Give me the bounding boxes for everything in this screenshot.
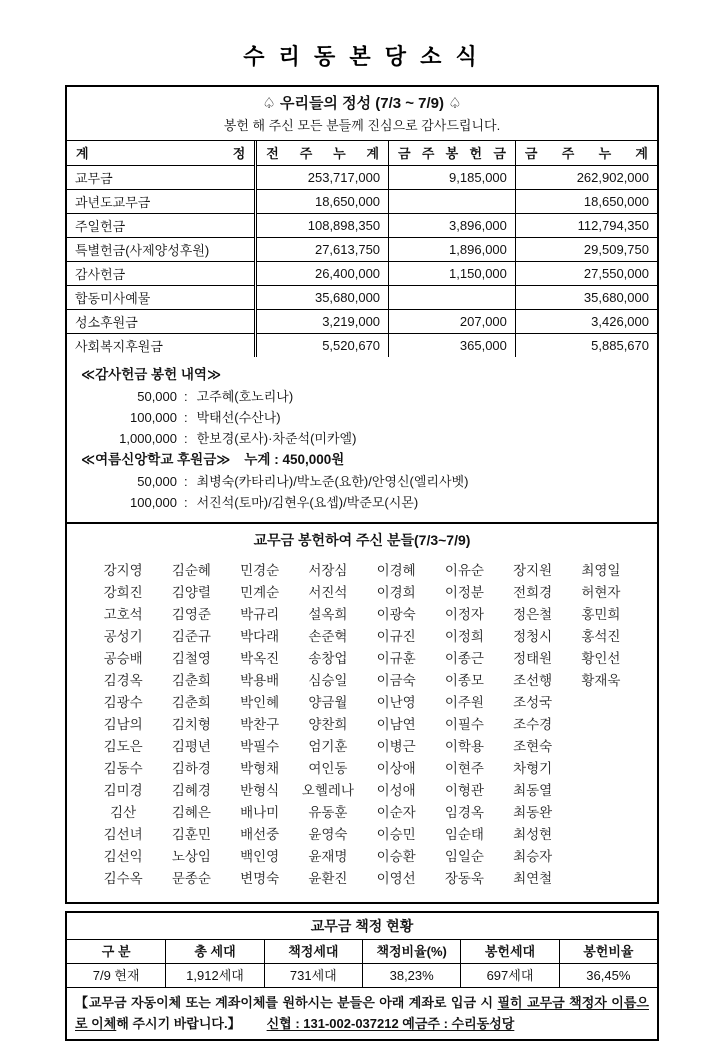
- this-week-total: 262,902,000: [515, 165, 657, 189]
- assessment-title: 교무금 책정 현황: [67, 913, 657, 940]
- donor-name: 김남의: [103, 717, 143, 732]
- donor-name: 공승배: [103, 651, 143, 666]
- donor-name: 김동수: [103, 761, 143, 776]
- donor-name: 임경옥: [444, 805, 484, 820]
- donor-name: 정태원: [513, 651, 553, 666]
- donor-names-grid: [67, 554, 657, 902]
- donor-name: 이종모: [444, 673, 484, 688]
- assessment-box: [65, 911, 659, 1041]
- donor-name: 심승일: [308, 673, 348, 688]
- detail-amount: 100,000: [130, 410, 177, 425]
- donor-name: 박인혜: [240, 695, 280, 710]
- donor-name: 김훈민: [171, 827, 211, 842]
- assessment-value: 36,45%: [559, 964, 657, 988]
- donor-name: 노상임: [171, 849, 211, 864]
- detail-colon: :: [184, 495, 188, 510]
- donor-name: 여인동: [308, 761, 348, 776]
- this-week-offering: 1,150,000: [389, 261, 516, 285]
- donor-name: 이상애: [376, 761, 416, 776]
- empty-grid-cell: [567, 714, 635, 736]
- donor-name: 홍석진: [581, 629, 621, 644]
- donor-name: 오헬레나: [301, 783, 354, 798]
- detail-amount: 50,000: [137, 389, 177, 404]
- donor-name: 양금월: [308, 695, 348, 710]
- donor-name: 이광숙: [376, 607, 416, 622]
- donor-name: 임일순: [444, 849, 484, 864]
- donor-name: 최동완: [513, 805, 553, 820]
- donor-name: 조선행: [513, 673, 553, 688]
- donor-name: 정은철: [513, 607, 553, 622]
- thanks-detail-title: ≪감사헌금 봉헌 내역≫: [81, 367, 222, 382]
- donor-name: 허현자: [581, 585, 621, 600]
- donor-name: 김미경: [103, 783, 143, 798]
- donor-name: 이금숙: [376, 673, 416, 688]
- page-title: 수 리 동 본 당 소 식: [243, 44, 481, 69]
- donor-name: 송창업: [308, 651, 348, 666]
- assessment-value-row: [67, 964, 657, 988]
- donor-name: 차형기: [513, 761, 553, 776]
- bulletin-page: [65, 40, 659, 1041]
- offering-table: [67, 141, 657, 357]
- donor-name: 이정분: [444, 585, 484, 600]
- donor-name: 김경옥: [103, 673, 143, 688]
- donor-name: 공성기: [103, 629, 143, 644]
- donor-name: 조현숙: [513, 739, 553, 754]
- offering-table-row: [67, 189, 657, 213]
- prev-week-total: 35,680,000: [256, 285, 389, 309]
- column-header-account: 계 정: [67, 141, 256, 165]
- detail-donor-names: 최병숙(카타리나)/박노준(요한)/안영신(엘리사벳): [196, 474, 469, 489]
- donor-name: 박찬구: [240, 717, 280, 732]
- this-week-total: 35,680,000: [515, 285, 657, 309]
- donor-name: 변명숙: [240, 871, 280, 886]
- assessment-column-header: 총 세대: [165, 940, 263, 964]
- offering-header-title: ♤ 우리들의 정성 (7/3 ~ 7/9) ♤: [262, 95, 462, 112]
- account-name: 과년도교무금: [67, 189, 256, 213]
- offering-header: [67, 87, 657, 141]
- donor-name: 고호석: [103, 607, 143, 622]
- empty-grid-cell: [567, 824, 635, 846]
- detail-donor-names: 고주혜(호노리나): [196, 389, 294, 404]
- summer-school-items: [81, 471, 645, 513]
- donor-name: 양찬희: [308, 717, 348, 732]
- this-week-offering: [389, 285, 516, 309]
- detail-line: [81, 428, 645, 449]
- this-week-total: 27,550,000: [515, 261, 657, 285]
- detail-line: [81, 492, 645, 513]
- donor-name: 배선중: [240, 827, 280, 842]
- donor-name: 김수옥: [103, 871, 143, 886]
- account-name: 사회복지후원금: [67, 333, 256, 357]
- offering-table-row: [67, 309, 657, 333]
- donor-name: 이경혜: [376, 563, 416, 578]
- donor-name: 서장심: [308, 563, 348, 578]
- offering-table-row: [67, 333, 657, 357]
- donor-name: 이형관: [444, 783, 484, 798]
- assessment-column-header: 구 분: [67, 940, 165, 964]
- detail-line: [81, 471, 645, 492]
- offering-table-body: [67, 165, 657, 357]
- this-week-offering: 3,896,000: [389, 213, 516, 237]
- donor-name: 김혜은: [171, 805, 211, 820]
- summer-school-title-line: [81, 449, 645, 471]
- donors-section-title: 교무금 봉헌하여 주신 분들(7/3~7/9): [253, 532, 471, 548]
- notice-text-2: 해 주시기 바랍니다.】: [116, 1016, 241, 1031]
- offering-table-row: [67, 261, 657, 285]
- donor-name: 민경순: [240, 563, 280, 578]
- donor-name: 이규훈: [376, 651, 416, 666]
- empty-grid-cell: [567, 736, 635, 758]
- donor-name: 최승자: [513, 849, 553, 864]
- donor-name: 이경희: [376, 585, 416, 600]
- offering-header-subtitle: 봉헌 해 주신 모든 분들께 진심으로 감사드립니다.: [223, 118, 501, 133]
- assessment-value: 7/9 현재: [67, 964, 165, 988]
- this-week-total: 18,650,000: [515, 189, 657, 213]
- prev-week-total: 253,717,000: [256, 165, 389, 189]
- transfer-notice: [67, 988, 657, 1039]
- donor-name: 이정자: [444, 607, 484, 622]
- detail-line: [81, 386, 645, 407]
- notice-underlined-text: 필히 교무금 책정자 이름으로 이체: [75, 995, 649, 1031]
- donor-name: 이영선: [376, 871, 416, 886]
- donor-name: 김평년: [171, 739, 211, 754]
- donor-name: 윤영숙: [308, 827, 348, 842]
- offering-table-header-row: [67, 141, 657, 165]
- donor-name: 김혜경: [171, 783, 211, 798]
- this-week-total: 5,885,670: [515, 333, 657, 357]
- donor-name: 김양렬: [171, 585, 211, 600]
- detail-amount: 100,000: [130, 495, 177, 510]
- prev-week-total: 26,400,000: [256, 261, 389, 285]
- donor-name: 최영일: [581, 563, 621, 578]
- donor-name: 김선익: [103, 849, 143, 864]
- donor-name: 박필수: [240, 739, 280, 754]
- bank-account-info: 신협 : 131-002-037212 예금주 : 수리동성당: [266, 1016, 515, 1031]
- donor-name: 문종순: [171, 871, 211, 886]
- this-week-total: 29,509,750: [515, 237, 657, 261]
- this-week-total: 3,426,000: [515, 309, 657, 333]
- donor-name: 조성국: [513, 695, 553, 710]
- assessment-column-header: 책정세대: [264, 940, 362, 964]
- summer-school-cumulative: 누계 : 450,000원: [244, 452, 345, 467]
- detail-colon: :: [184, 431, 188, 446]
- donor-name: 이병근: [376, 739, 416, 754]
- donor-name: 김영준: [171, 607, 211, 622]
- donor-name: 조수경: [513, 717, 553, 732]
- donor-name: 이필수: [444, 717, 484, 732]
- donor-name: 김준규: [171, 629, 211, 644]
- prev-week-total: 3,219,000: [256, 309, 389, 333]
- offering-table-row: [67, 165, 657, 189]
- donor-name: 최성현: [513, 827, 553, 842]
- column-header-week-offering: 금 주 봉 헌 금: [389, 141, 516, 165]
- donor-name: 이주원: [444, 695, 484, 710]
- donor-name: 박용배: [240, 673, 280, 688]
- this-week-offering: 1,896,000: [389, 237, 516, 261]
- donor-name: 최동열: [513, 783, 553, 798]
- donor-name: 정청시: [513, 629, 553, 644]
- donor-name: 엄기훈: [308, 739, 348, 754]
- this-week-offering: 365,000: [389, 333, 516, 357]
- donor-name: 김선녀: [103, 827, 143, 842]
- offering-and-donors-box: [65, 85, 659, 904]
- offering-details: [67, 357, 657, 522]
- donor-name: 배나미: [240, 805, 280, 820]
- detail-donor-names: 서진석(토마)/김현우(요셉)/박준모(시몬): [196, 495, 419, 510]
- donor-name: 장지원: [513, 563, 553, 578]
- empty-grid-cell: [567, 846, 635, 868]
- detail-donor-names: 박태선(수산나): [196, 410, 281, 425]
- donor-name: 이규진: [376, 629, 416, 644]
- empty-grid-cell: [567, 692, 635, 714]
- donor-name: 이현주: [444, 761, 484, 776]
- donor-name: 김철영: [171, 651, 211, 666]
- prev-week-total: 18,650,000: [256, 189, 389, 213]
- donor-name: 반형식: [240, 783, 280, 798]
- donor-name: 김순혜: [171, 563, 211, 578]
- donor-name: 김광수: [103, 695, 143, 710]
- donor-name: 이성애: [376, 783, 416, 798]
- empty-grid-cell: [567, 758, 635, 780]
- empty-grid-cell: [567, 868, 635, 890]
- account-name: 주일헌금: [67, 213, 256, 237]
- empty-grid-cell: [567, 802, 635, 824]
- donor-name: 장동욱: [444, 871, 484, 886]
- this-week-offering: 207,000: [389, 309, 516, 333]
- offering-table-row: [67, 285, 657, 309]
- donor-name: 이종근: [444, 651, 484, 666]
- donor-name: 김춘희: [171, 673, 211, 688]
- offering-table-row: [67, 237, 657, 261]
- detail-donor-names: 한보경(로사)·차준석(미카엘): [196, 431, 357, 446]
- assessment-column-header: 봉헌비율: [559, 940, 657, 964]
- assessment-value: 731세대: [264, 964, 362, 988]
- donor-name: 윤재명: [308, 849, 348, 864]
- donor-name: 민계순: [240, 585, 280, 600]
- donor-name: 서진석: [308, 585, 348, 600]
- column-header-prev-total: 전 주 누 계: [256, 141, 389, 165]
- summer-school-title: ≪여름신앙학교 후원금≫: [81, 452, 231, 467]
- prev-week-total: 5,520,670: [256, 333, 389, 357]
- donor-name: 최연철: [513, 871, 553, 886]
- donor-name: 백인영: [240, 849, 280, 864]
- donor-name: 유동훈: [308, 805, 348, 820]
- donor-name: 황재욱: [581, 673, 621, 688]
- account-name: 특별헌금(사제양성후원): [67, 237, 256, 261]
- donor-name: 김도은: [103, 739, 143, 754]
- donor-name: 홍민희: [581, 607, 621, 622]
- this-week-total: 112,794,350: [515, 213, 657, 237]
- assessment-value: 1,912세대: [165, 964, 263, 988]
- detail-colon: :: [184, 474, 188, 489]
- donor-name: 임순태: [444, 827, 484, 842]
- prev-week-total: 27,613,750: [256, 237, 389, 261]
- detail-amount: 1,000,000: [119, 431, 177, 446]
- donor-name: 전희경: [513, 585, 553, 600]
- assessment-column-header: 책정비율(%): [362, 940, 460, 964]
- this-week-offering: 9,185,000: [389, 165, 516, 189]
- donor-name: 김하경: [171, 761, 211, 776]
- donor-name: 손준혁: [308, 629, 348, 644]
- donor-name: 박규리: [240, 607, 280, 622]
- donor-name: 이정희: [444, 629, 484, 644]
- empty-grid-cell: [567, 780, 635, 802]
- detail-line: [81, 407, 645, 428]
- donor-name: 박형채: [240, 761, 280, 776]
- donor-name: 윤환진: [308, 871, 348, 886]
- assessment-column-header: 봉헌세대: [460, 940, 558, 964]
- assessment-header-row: [67, 940, 657, 964]
- donor-name: 강희진: [103, 585, 143, 600]
- donor-name: 이남연: [376, 717, 416, 732]
- donor-name: 이학용: [444, 739, 484, 754]
- notice-text-1: 【교무금 자동이체 또는 계좌이체를 원하시는 분들은 아래 계좌로 입금 시: [75, 995, 498, 1010]
- detail-colon: :: [184, 389, 188, 404]
- prev-week-total: 108,898,350: [256, 213, 389, 237]
- thanks-detail-items: [81, 386, 645, 449]
- account-name: 성소후원금: [67, 309, 256, 333]
- donor-name: 박다래: [240, 629, 280, 644]
- this-week-offering: [389, 189, 516, 213]
- offering-table-row: [67, 213, 657, 237]
- detail-colon: :: [184, 410, 188, 425]
- donor-name: 이난영: [376, 695, 416, 710]
- column-header-week-total: 금 주 누 계: [515, 141, 657, 165]
- account-name: 합동미사예물: [67, 285, 256, 309]
- detail-amount: 50,000: [137, 474, 177, 489]
- account-name: 교무금: [67, 165, 256, 189]
- donor-name: 이승환: [376, 849, 416, 864]
- donor-name: 설옥희: [308, 607, 348, 622]
- donor-name: 김치형: [171, 717, 211, 732]
- donor-name: 이유순: [444, 563, 484, 578]
- donor-name: 황인선: [581, 651, 621, 666]
- donor-name: 이순자: [376, 805, 416, 820]
- assessment-value: 697세대: [460, 964, 558, 988]
- account-name: 감사헌금: [67, 261, 256, 285]
- donor-name: 이승민: [376, 827, 416, 842]
- donor-name: 김춘희: [171, 695, 211, 710]
- donor-name: 강지영: [103, 563, 143, 578]
- donor-name: 김산: [110, 805, 137, 820]
- assessment-value: 38,23%: [362, 964, 460, 988]
- donor-name: 박옥진: [240, 651, 280, 666]
